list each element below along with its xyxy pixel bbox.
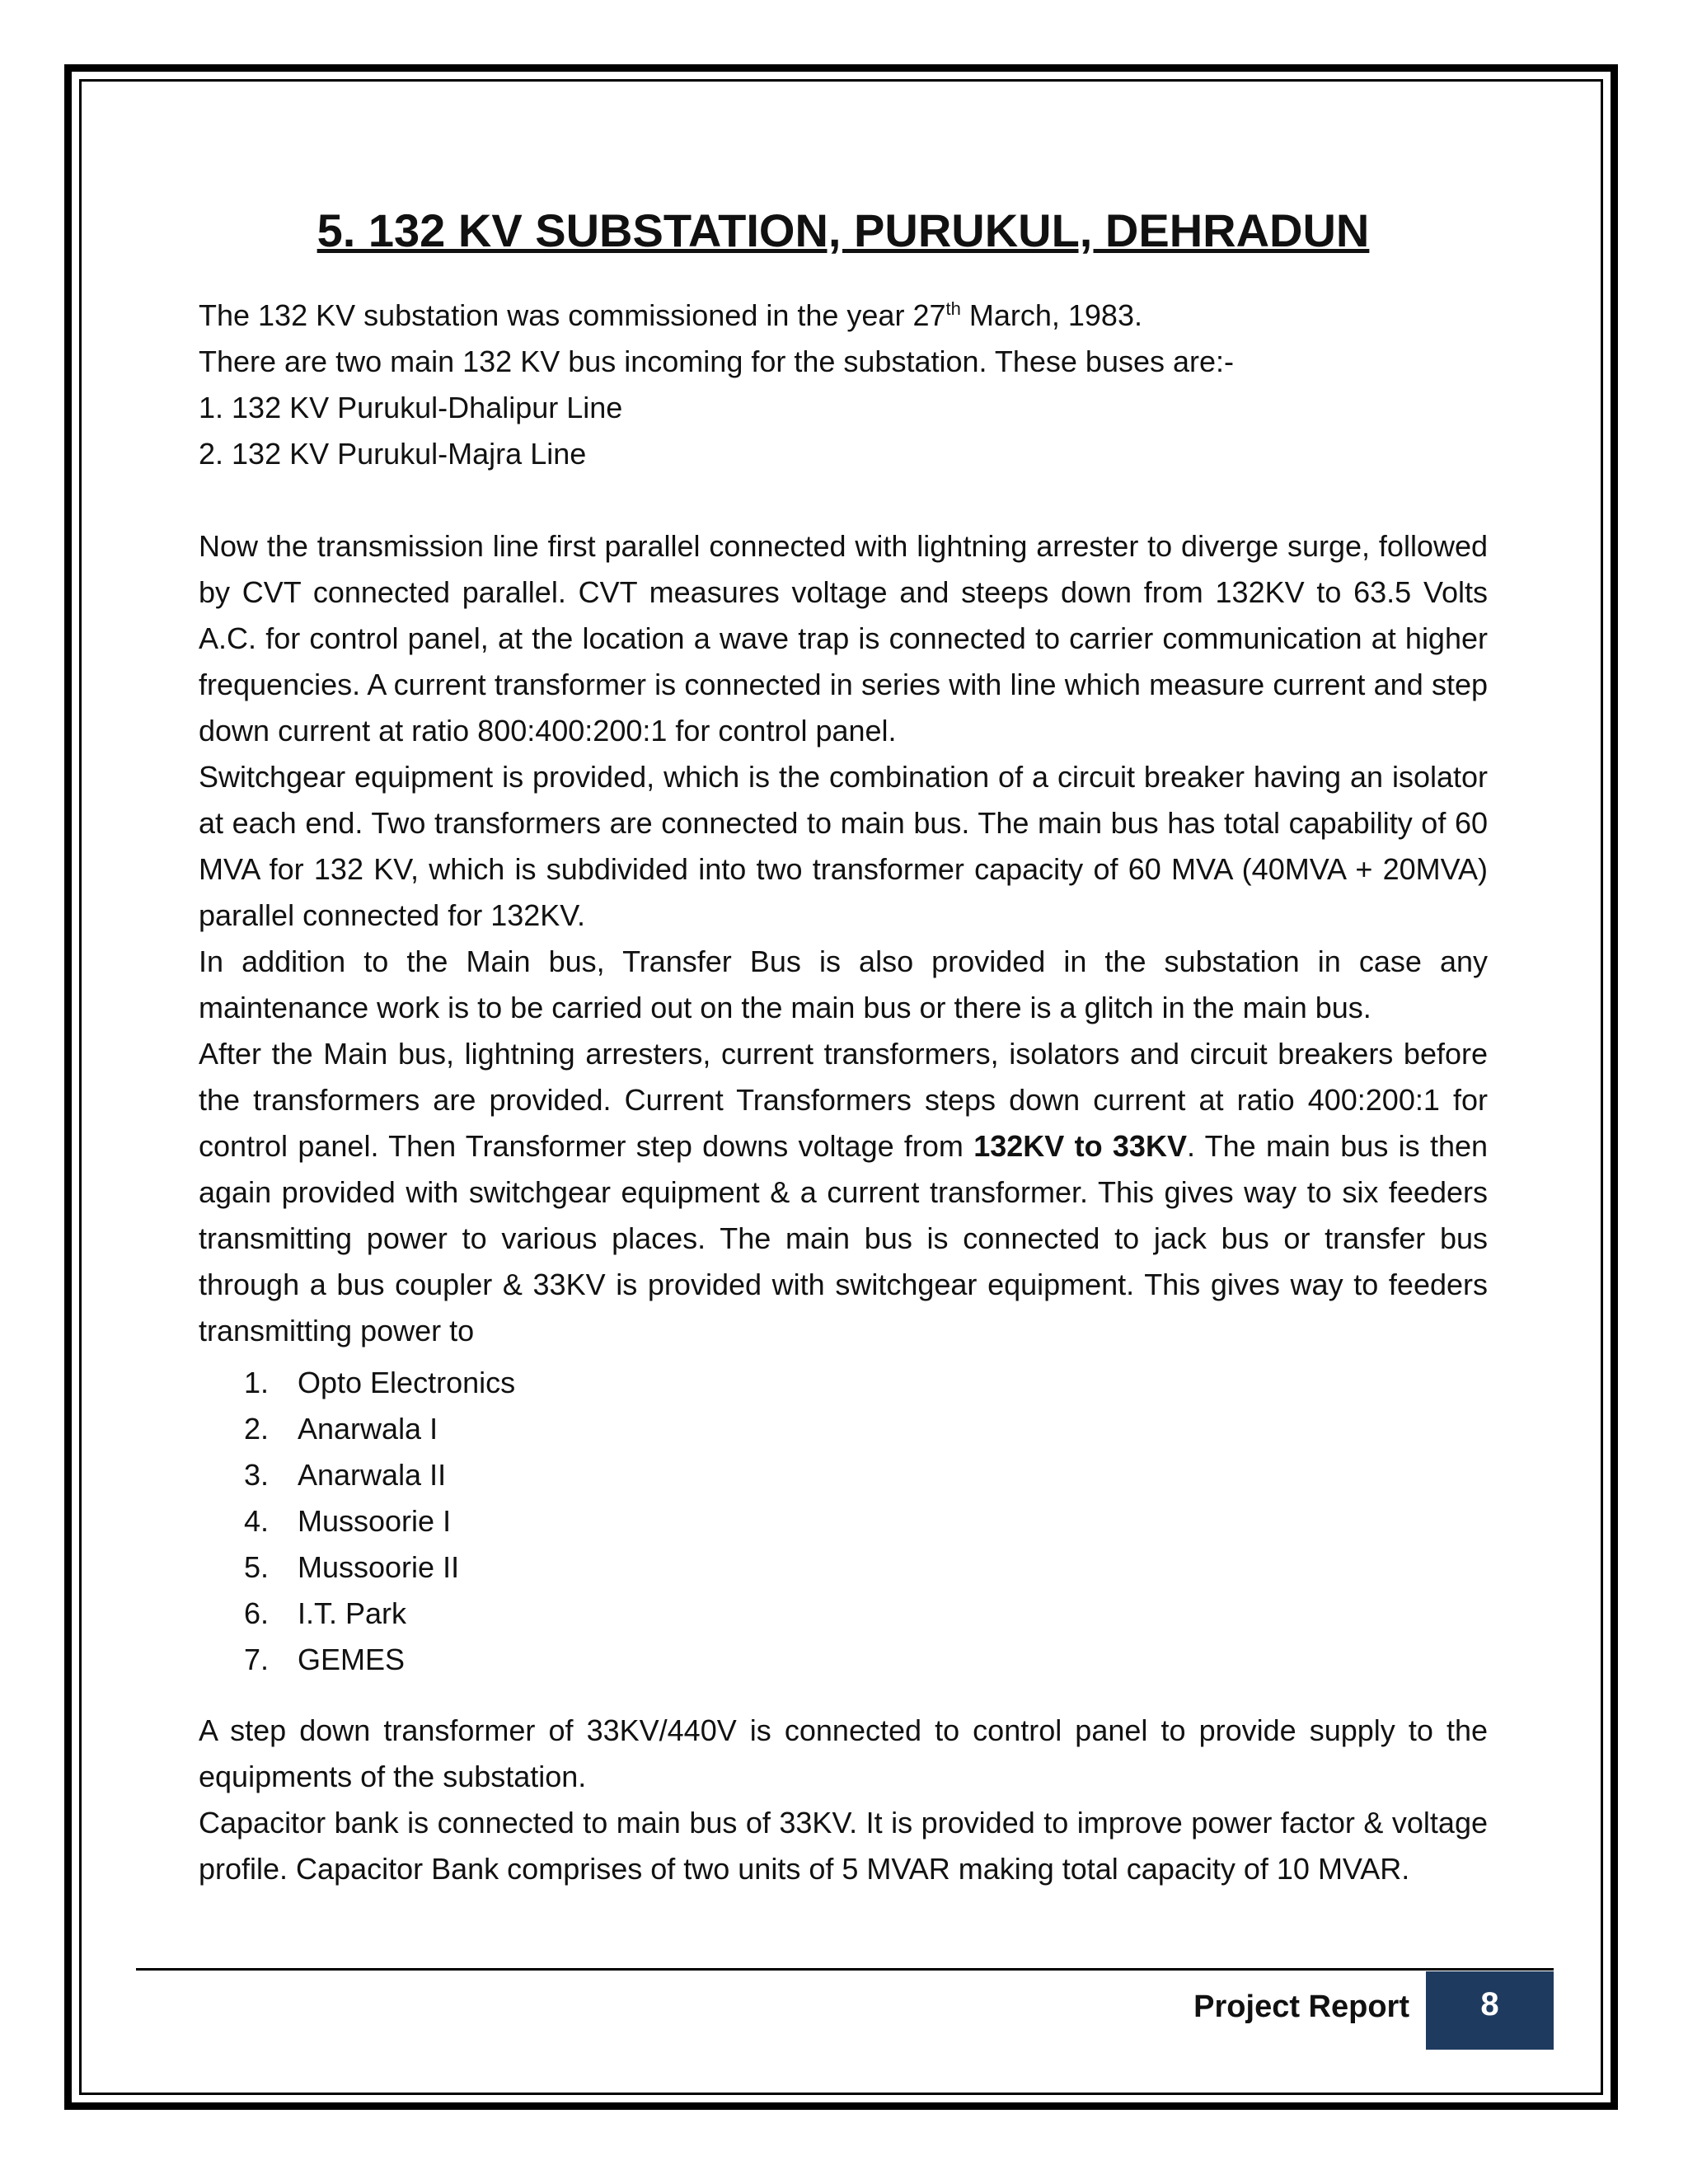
feeder-name: GEMES	[298, 1643, 406, 1676]
feeder-name: Anarwala II	[298, 1458, 447, 1492]
feeder-number: 7.	[244, 1643, 270, 1676]
feeder-name: I.T. Park	[298, 1596, 407, 1630]
feeder-name: Opto Electronics	[298, 1366, 516, 1399]
paragraph-step-down: A step down transformer of 33KV/440V is connected to control panel to provide supply to the equipments of the substation.	[199, 1713, 1488, 1793]
feeder-list-item	[199, 1360, 1488, 1406]
superscript: th	[945, 298, 961, 319]
feeder-name: Mussoorie II	[298, 1550, 460, 1584]
paragraph-transfer-bus: In addition to the Main bus, Transfer Bus is also provided in the substation in case any maintenance work is to be carried out on the main bus or there is a glitch in the main bus.	[199, 944, 1488, 1024]
page-title: 5. 132 KV SUBSTATION, PURUKUL, DEHRADUN	[316, 204, 1370, 256]
footer-label: Project Report	[1193, 1990, 1409, 2024]
feeder-number: 2.	[244, 1412, 270, 1446]
feeder-number: 1.	[244, 1366, 270, 1399]
intro-text: The 132 KV substation was commissioned in the year 27	[199, 298, 946, 332]
feeder-list	[199, 1360, 1488, 1683]
paragraph-transmission: Now the transmission line first parallel connected with lightning arrester to diverge surge, followed by CVT connected parallel. CVT measures voltage and steeps down from 132KV to 63.5 Volts A.C. for control panel, at the location a wave trap is connected to carrier communication at higher frequencies. A current transformer is connected in series with line which measure current and step down current at ratio 800:400:200:1 for control panel.	[199, 529, 1488, 748]
feeder-number: 6.	[244, 1596, 270, 1630]
feeder-list-item	[199, 1452, 1488, 1498]
feeder-list-item	[199, 1406, 1488, 1452]
intro-buses-line: There are two main 132 KV bus incoming for the substation. These buses are:-	[199, 344, 1235, 378]
feeder-name: Mussoorie I	[298, 1504, 452, 1538]
feeder-number: 4.	[244, 1504, 270, 1538]
page-number-badge: 8	[1426, 1971, 1554, 2050]
feeder-list-item	[199, 1591, 1488, 1637]
intro-commission-line	[199, 293, 1488, 339]
feeder-name: Anarwala I	[298, 1412, 438, 1446]
feeder-list-item	[199, 1498, 1488, 1544]
feeder-number: 5.	[244, 1550, 270, 1584]
feeder-number: 3.	[244, 1458, 270, 1492]
intro-text-after: March, 1983.	[960, 298, 1142, 332]
paragraph-capacitor-bank: Capacitor bank is connected to main bus of 33KV. It is provided to improve power factor & voltage profile. Capacitor Bank comprises of two units of 5 MVAR making total capacity of 10 MVAR.	[199, 1806, 1488, 1886]
feeder-list-item	[199, 1544, 1488, 1591]
main-bus-text-after: . The main bus is then again provided with switchgear equipment & a current transformer. This gives way to six feeders transmitting power to various places. The main bus is connected to jack bus or transfer bus through a bus coupler & 33KV is provided with switchgear equipment. This gives way to feeders transmitting power to	[199, 1129, 1489, 1347]
voltage-emphasis: 132KV to 33KV	[973, 1129, 1187, 1163]
feeder-list-item	[199, 1637, 1488, 1683]
intro-line-item-1: 1. 132 KV Purukul-Dhalipur Line	[199, 391, 623, 424]
footer-rule	[136, 1968, 1554, 1971]
intro-block	[199, 293, 1488, 477]
main-bus-text: After the Main bus, lightning arresters, current transformers, isolators and circuit breakers before the transformers are provided. Current Transformers steps down current at ratio 400:200:1 for control panel. Then Transformer step downs voltage from	[199, 1037, 1488, 1163]
paragraph-switchgear: Switchgear equipment is provided, which is the combination of a circuit breaker having an isolator at each end. Two transformers are connected to main bus. The main bus has total capability of 60 MVA for 132 KV, which is subdivided into two transformer capacity of 60 MVA (40MVA + 20MVA) parallel connected for 132KV.	[199, 760, 1488, 932]
intro-line-item-2: 2. 132 KV Purukul-Majra Line	[199, 437, 587, 471]
paragraph-main-bus	[199, 1031, 1488, 1354]
